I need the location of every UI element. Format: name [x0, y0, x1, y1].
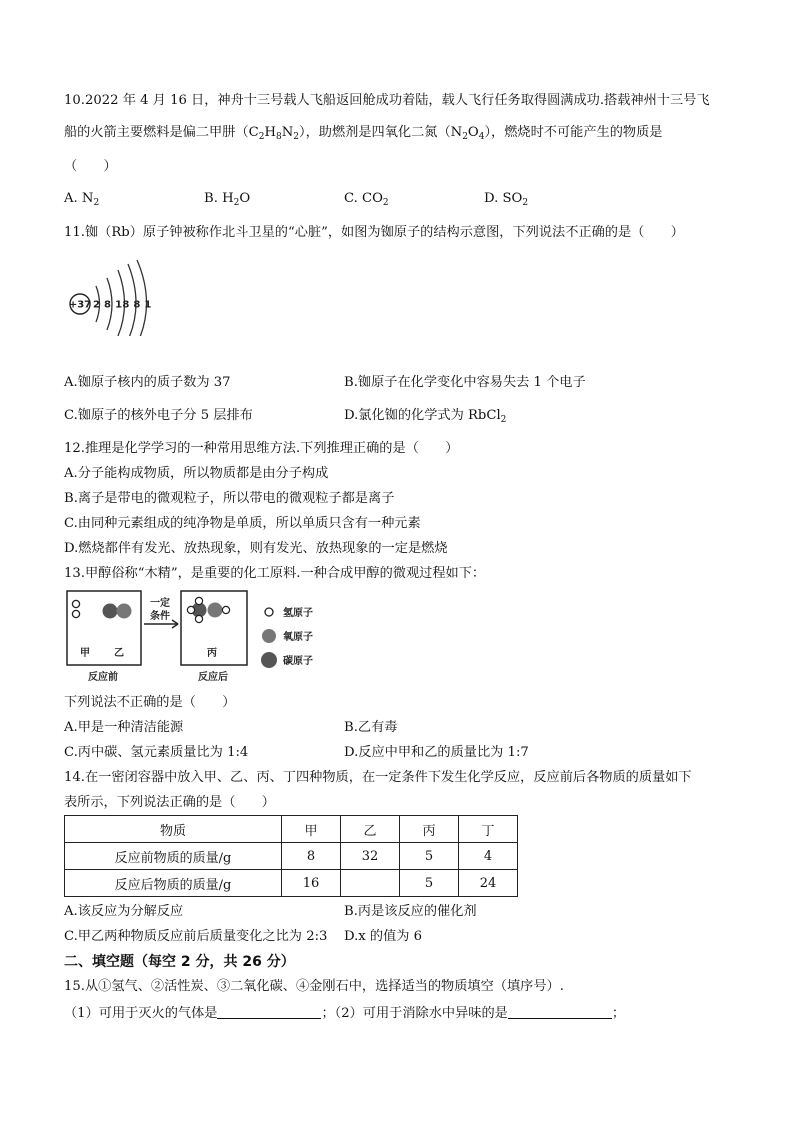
- table-header-cell: 甲: [282, 816, 341, 843]
- q10-option-a[interactable]: A. $N_2$: [64, 191, 100, 208]
- q11-option-c[interactable]: C.铷原子的核外电子分 5 层排布: [64, 408, 253, 423]
- q12-option-c[interactable]: C.由同种元素组成的纯净物是单质，所以单质只含有一种元素: [64, 516, 421, 531]
- q11-option-a[interactable]: A.铷原子核内的质子数为 37: [64, 375, 231, 390]
- q11-option-d[interactable]: D.氯化铷的化学式为 RbCl$_2$: [344, 408, 507, 425]
- q13-stem: 13.甲醇俗称“木精”，是重要的化工原料.一种合成甲醇的微观过程如下：: [64, 566, 486, 581]
- table-header-cell: 乙: [341, 816, 400, 843]
- q14-option-a[interactable]: A.该反应为分解反应: [64, 904, 184, 919]
- table-cell: 24: [459, 870, 518, 897]
- answer-blank-2[interactable]: [508, 1004, 612, 1019]
- formula-n2o4: $N_2O_4$: [450, 125, 485, 142]
- q10-option-b[interactable]: B. $H_2O$: [204, 191, 251, 208]
- table-cell: 32: [341, 843, 400, 870]
- legend-c-label: 碳原子: [283, 656, 313, 667]
- q13-option-d[interactable]: D.反应中甲和乙的质量比为 1:7: [344, 745, 529, 760]
- rb-atom-diagram: [66, 256, 166, 336]
- q11-option-b[interactable]: B.铷原子在化学变化中容易失去 1 个电子: [344, 375, 586, 390]
- table-cell: 反应前物质的质量/g: [65, 843, 282, 870]
- methanol-h1: [187, 606, 194, 613]
- q12-option-d[interactable]: D.燃烧都伴有发光、放热现象，则有发光、放热现象的一定是燃烧: [64, 541, 448, 556]
- section-heading: 二、填空题（每空 2 分，共 26 分）: [64, 954, 295, 970]
- table-row: [65, 843, 518, 870]
- formula-c2h8n2: $C_2H_8N_2$: [248, 125, 299, 142]
- after-label: 反应后: [198, 672, 228, 683]
- q14-stem-line2: 表所示，下列说法正确的是（ ）: [64, 795, 275, 810]
- q10-stem-line1: 10.2022 年 4 月 16 日，神舟十三号载人飞船返回舱成功着陆，载人飞行任务取得圆满成功.搭载神州十三号飞: [64, 93, 710, 108]
- table-header-cell: 丁: [459, 816, 518, 843]
- condition-line1: 一定: [150, 598, 170, 609]
- h2-atom-1: [72, 600, 79, 607]
- q13-sub-stem: 下列说法不正确的是（ ）: [64, 695, 236, 710]
- bing-label: 丙: [207, 648, 217, 659]
- q11-stem: 11.铷（Rb）原子钟被称作北斗卫星的“心脏”，如图为铷原子的结构示意图，下列说法不正确的是（ ）: [64, 225, 684, 240]
- q13-option-b[interactable]: B.乙有毒: [344, 720, 398, 735]
- co-oxygen-atom: [117, 604, 132, 619]
- table-cell: 4: [459, 843, 518, 870]
- table-header-row: [65, 816, 518, 843]
- q12-option-a[interactable]: A.分子能构成物质，所以物质都是由分子构成: [64, 466, 329, 481]
- q13-option-c[interactable]: C.丙中碳、氢元素质量比为 1:4: [64, 745, 249, 760]
- methanol-h4: [222, 606, 229, 613]
- table-header-cell: 物质: [65, 816, 282, 843]
- jia-label: 甲: [80, 648, 90, 659]
- before-label: 反应前: [88, 672, 118, 683]
- table-cell: 16: [282, 870, 341, 897]
- methanol-h2: [195, 597, 202, 604]
- q10-answer-paren: （ ）: [64, 159, 117, 174]
- mass-table: [64, 815, 518, 897]
- legend-o-label: 氧原子: [283, 632, 313, 643]
- methanol-reaction-diagram: [64, 588, 334, 686]
- q14-option-c[interactable]: C.甲乙两种物质反应前后质量变化之比为 2:3: [64, 929, 328, 944]
- q10-option-d[interactable]: D. $SO_2$: [484, 191, 529, 208]
- table-cell: 反应后物质的质量/g: [65, 870, 282, 897]
- methanol-oxygen: [208, 603, 223, 618]
- condition-line2: 条件: [150, 611, 170, 622]
- h2-atom-2: [72, 610, 79, 617]
- q15-stem: 15.从①氢气、②活性炭、③二氧化碳、④金刚石中，选择适当的物质填空（填序号）.: [64, 979, 564, 994]
- legend-h-label: 氢原子: [283, 608, 313, 619]
- q12-option-b[interactable]: B.离子是带电的微观粒子，所以带电的微观粒子都是离子: [64, 491, 395, 506]
- q15-blanks-line: （1）可用于灭火的气体是 ；（2）可用于消除水中异味的是 ；: [64, 1006, 626, 1021]
- table-cell: 5: [400, 843, 459, 870]
- table-cell: 5: [400, 870, 459, 897]
- electron-shell-5: [137, 260, 147, 336]
- q14-option-d[interactable]: D.x 的值为 6: [344, 929, 423, 944]
- q10-option-c[interactable]: C. $CO_2$: [344, 191, 389, 208]
- legend-h-icon: [265, 608, 273, 616]
- nucleus-label: +37: [68, 299, 92, 311]
- q14-stem-line1: 14.在一密闭容器中放入甲、乙、丙、丁四种物质，在一定条件下发生化学反应，反应前后各物质的质量如下: [64, 770, 692, 785]
- answer-blank-1[interactable]: [217, 1004, 321, 1019]
- q14-option-b[interactable]: B.丙是该反应的催化剂: [344, 904, 477, 919]
- table-row: [65, 870, 518, 897]
- yi-label: 乙: [114, 648, 124, 659]
- q13-option-a[interactable]: A.甲是一种清洁能源: [64, 720, 184, 735]
- methanol-h3: [195, 615, 202, 622]
- table-cell: [341, 870, 400, 897]
- q10-stem-line2: 船的火箭主要燃料是偏二甲肼$(C_2H_8N_2)$，助燃剂是四氧化二氮$(N_2O_4)$，燃烧时不可能产生的物质是: [64, 125, 663, 142]
- q12-stem: 12.推理是化学学习的一种常用思维方法.下列推理正确的是（ ）: [64, 441, 459, 456]
- legend-c-icon: [261, 652, 277, 668]
- table-header-cell: 丙: [400, 816, 459, 843]
- co-carbon-atom: [103, 604, 118, 619]
- electron-counts: 2 8 18 8 1: [93, 299, 152, 311]
- table-cell: 8: [282, 843, 341, 870]
- legend-o-icon: [262, 629, 276, 643]
